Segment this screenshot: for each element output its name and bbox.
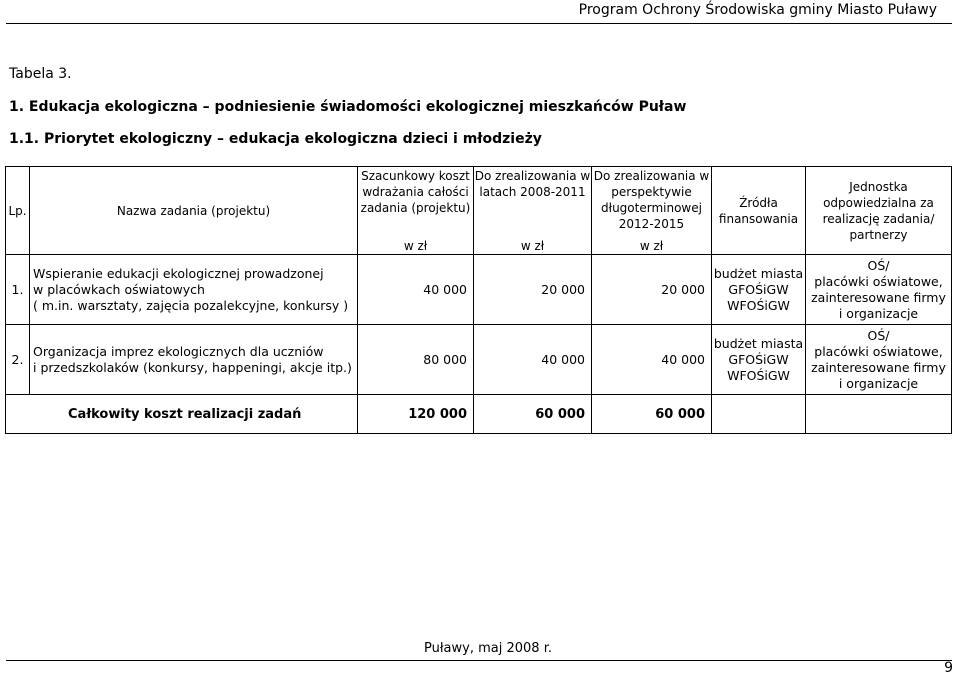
header-funding-sources: Źródła finansowania <box>712 167 806 255</box>
row-task-name <box>30 255 358 325</box>
row-period1-cost: 20 000 <box>474 255 592 325</box>
header-total-cost <box>358 167 474 255</box>
table-row <box>6 255 952 325</box>
row-period2-cost: 20 000 <box>592 255 712 325</box>
responsible-line: zainteresowane firmy <box>811 359 946 375</box>
header-period2-unit: w zł <box>639 238 664 253</box>
responsible-line: placówki oświatowe, <box>814 343 943 359</box>
row-period1-cost: 40 000 <box>474 325 592 395</box>
header-period1-title: Do zrealizowania w latach 2008-2011 <box>474 168 591 199</box>
priority-heading: 1.1. Priorytet ekologiczny – edukacja ekologiczna dzieci i młodzieży <box>9 131 542 147</box>
page-number: 9 <box>944 660 953 676</box>
row-lp: 1. <box>6 255 30 325</box>
header-period-2008-2011 <box>474 167 592 255</box>
task-line: w placówkach oświatowych <box>33 281 205 297</box>
total-label: Całkowity koszt realizacji zadań <box>6 395 358 434</box>
header-period2-title: Do zrealizowania w perspektywie długoterminowej 2012-2015 <box>593 168 710 231</box>
total-responsible-empty <box>806 395 952 434</box>
footer-divider <box>6 660 952 661</box>
responsible-line: i organizacje <box>838 305 919 321</box>
total-cost: 120 000 <box>358 395 474 434</box>
header-lp: Lp. <box>6 167 30 255</box>
task-line: Wspieranie edukacji ekologicznej prowadzonej <box>33 265 324 281</box>
header-task-name: Nazwa zadania (projektu) <box>30 167 358 255</box>
header-responsible-unit: Jednostka odpowiedzialna za realizację zadania/ partnerzy <box>806 167 952 255</box>
tasks-table <box>5 166 952 434</box>
table-row <box>6 325 952 395</box>
row-funding-sources <box>712 255 806 325</box>
total-period1-cost: 60 000 <box>474 395 592 434</box>
header-period1-unit: w zł <box>520 238 545 253</box>
source-line: GFOŚiGW <box>728 351 789 367</box>
document-header-title: Program Ochrony Środowiska gminy Miasto Puławy <box>578 2 937 18</box>
header-total-cost-title: Szacunkowy koszt wdrażania całości zadania (projektu) <box>360 168 471 215</box>
row-responsible-unit <box>806 325 952 395</box>
responsible-line: i organizacje <box>838 375 919 391</box>
section-heading: 1. Edukacja ekologiczna – podniesienie świadomości ekologicznej mieszkańców Puław <box>9 99 687 115</box>
source-line: WFOŚiGW <box>727 297 790 313</box>
header-divider <box>6 23 952 24</box>
table-header-row <box>6 167 952 255</box>
row-total-cost: 80 000 <box>358 325 474 395</box>
total-period2-cost: 60 000 <box>592 395 712 434</box>
responsible-line: zainteresowane firmy <box>811 289 946 305</box>
responsible-line: placówki oświatowe, <box>814 273 943 289</box>
source-line: GFOŚiGW <box>728 281 789 297</box>
task-line: ( m.in. warsztaty, zajęcia pozalekcyjne, konkursy ) <box>33 297 349 313</box>
footer-place-date: Puławy, maj 2008 r. <box>424 641 552 656</box>
table-caption: Tabela 3. <box>9 66 72 82</box>
row-responsible-unit <box>806 255 952 325</box>
row-lp: 2. <box>6 325 30 395</box>
header-period-2012-2015 <box>592 167 712 255</box>
source-line: budżet miasta <box>713 335 804 351</box>
row-funding-sources <box>712 325 806 395</box>
source-line: WFOŚiGW <box>727 367 790 383</box>
task-line: i przedszkolaków (konkursy, happeningi, akcje itp.) <box>33 359 352 375</box>
task-line: Organizacja imprez ekologicznych dla uczniów <box>33 343 324 359</box>
row-period2-cost: 40 000 <box>592 325 712 395</box>
total-funding-empty <box>712 395 806 434</box>
row-total-cost: 40 000 <box>358 255 474 325</box>
responsible-line: OŚ/ <box>867 257 890 273</box>
header-total-cost-unit: w zł <box>403 238 428 253</box>
total-row <box>6 395 952 434</box>
responsible-line: OŚ/ <box>867 327 890 343</box>
row-task-name <box>30 325 358 395</box>
source-line: budżet miasta <box>713 265 804 281</box>
